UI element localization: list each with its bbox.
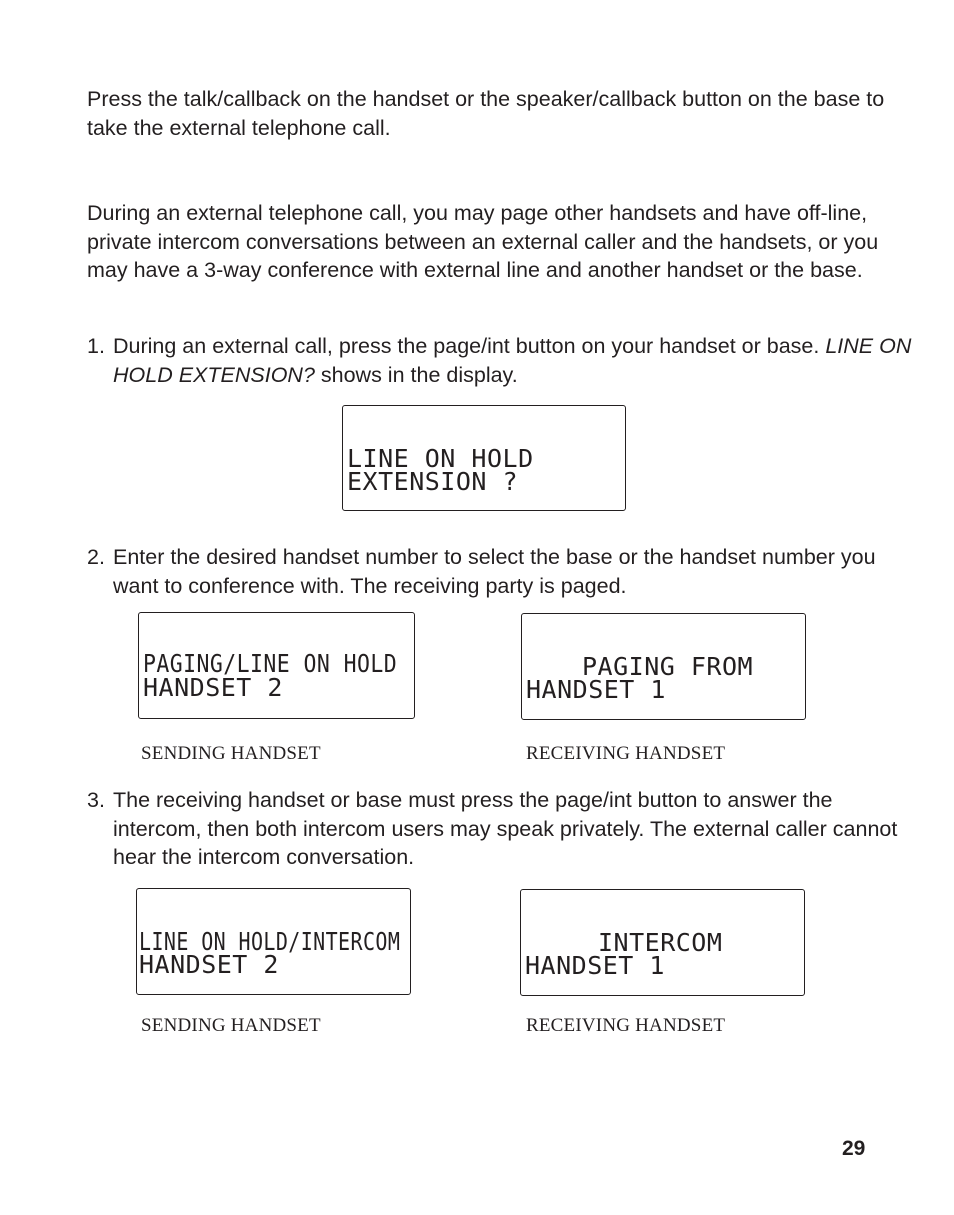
lcd-line-2: HANDSET 2 — [143, 673, 283, 702]
lcd-line-2: EXTENSION ? — [347, 467, 519, 496]
step-text: During an external call, press the page/int button on your handset or base. — [113, 334, 826, 358]
lcd-line-1: PAGING FROM — [582, 652, 754, 681]
caption-receiving: RECEIVING HANDSET — [526, 1015, 726, 1036]
lcd-line-1: LINE ON HOLD — [347, 444, 534, 473]
step-2 — [87, 543, 913, 600]
caption-sending: SENDING HANDSET — [141, 743, 321, 764]
lcd-display-sending-intercom — [136, 888, 411, 995]
lcd-line-2: HANDSET 1 — [525, 951, 665, 980]
step-number: 1. — [87, 334, 105, 358]
lcd-display-line-on-hold — [342, 405, 626, 511]
lcd-line-2: HANDSET 2 — [139, 950, 279, 979]
step-number: 3. — [87, 788, 105, 812]
lcd-display-sending-paging — [138, 612, 415, 719]
lcd-line-2: HANDSET 1 — [526, 675, 666, 704]
step-text: Enter the desired handset number to select the base or the handset number you want to conference with. The receiving party is paged. — [113, 545, 876, 598]
step-3 — [87, 786, 913, 872]
caption-sending: SENDING HANDSET — [141, 1015, 321, 1036]
lcd-line-1: INTERCOM — [598, 928, 723, 957]
step-number: 2. — [87, 545, 105, 569]
step-1 — [87, 332, 913, 389]
lcd-line-1: LINE ON HOLD/INTERCOM — [139, 927, 401, 956]
caption-receiving: RECEIVING HANDSET — [526, 743, 726, 764]
step-text: The receiving handset or base must press the page/int button to answer the intercom, then both intercom users may speak privately. The external caller cannot hear the intercom conversation. — [113, 788, 898, 870]
step-text-end: shows in the display. — [314, 362, 518, 387]
display-message-reference: LINE ON HOLD EXTENSION? — [113, 334, 912, 387]
conference-paragraph: During an external telephone call, you may page other handsets and have off-line, private intercom conversations between an external caller and the handsets, or you may have a 3-way conference with external line and another handset or the base. — [87, 201, 879, 283]
page-number: 29 — [842, 1137, 866, 1160]
lcd-display-receiving-intercom — [520, 889, 805, 996]
intro-paragraph: Press the talk/callback on the handset or the speaker/callback button on the base to take the external telephone call. — [87, 87, 885, 140]
lcd-display-receiving-paging — [521, 613, 806, 720]
lcd-line-1: PAGING/LINE ON HOLD — [143, 649, 398, 678]
